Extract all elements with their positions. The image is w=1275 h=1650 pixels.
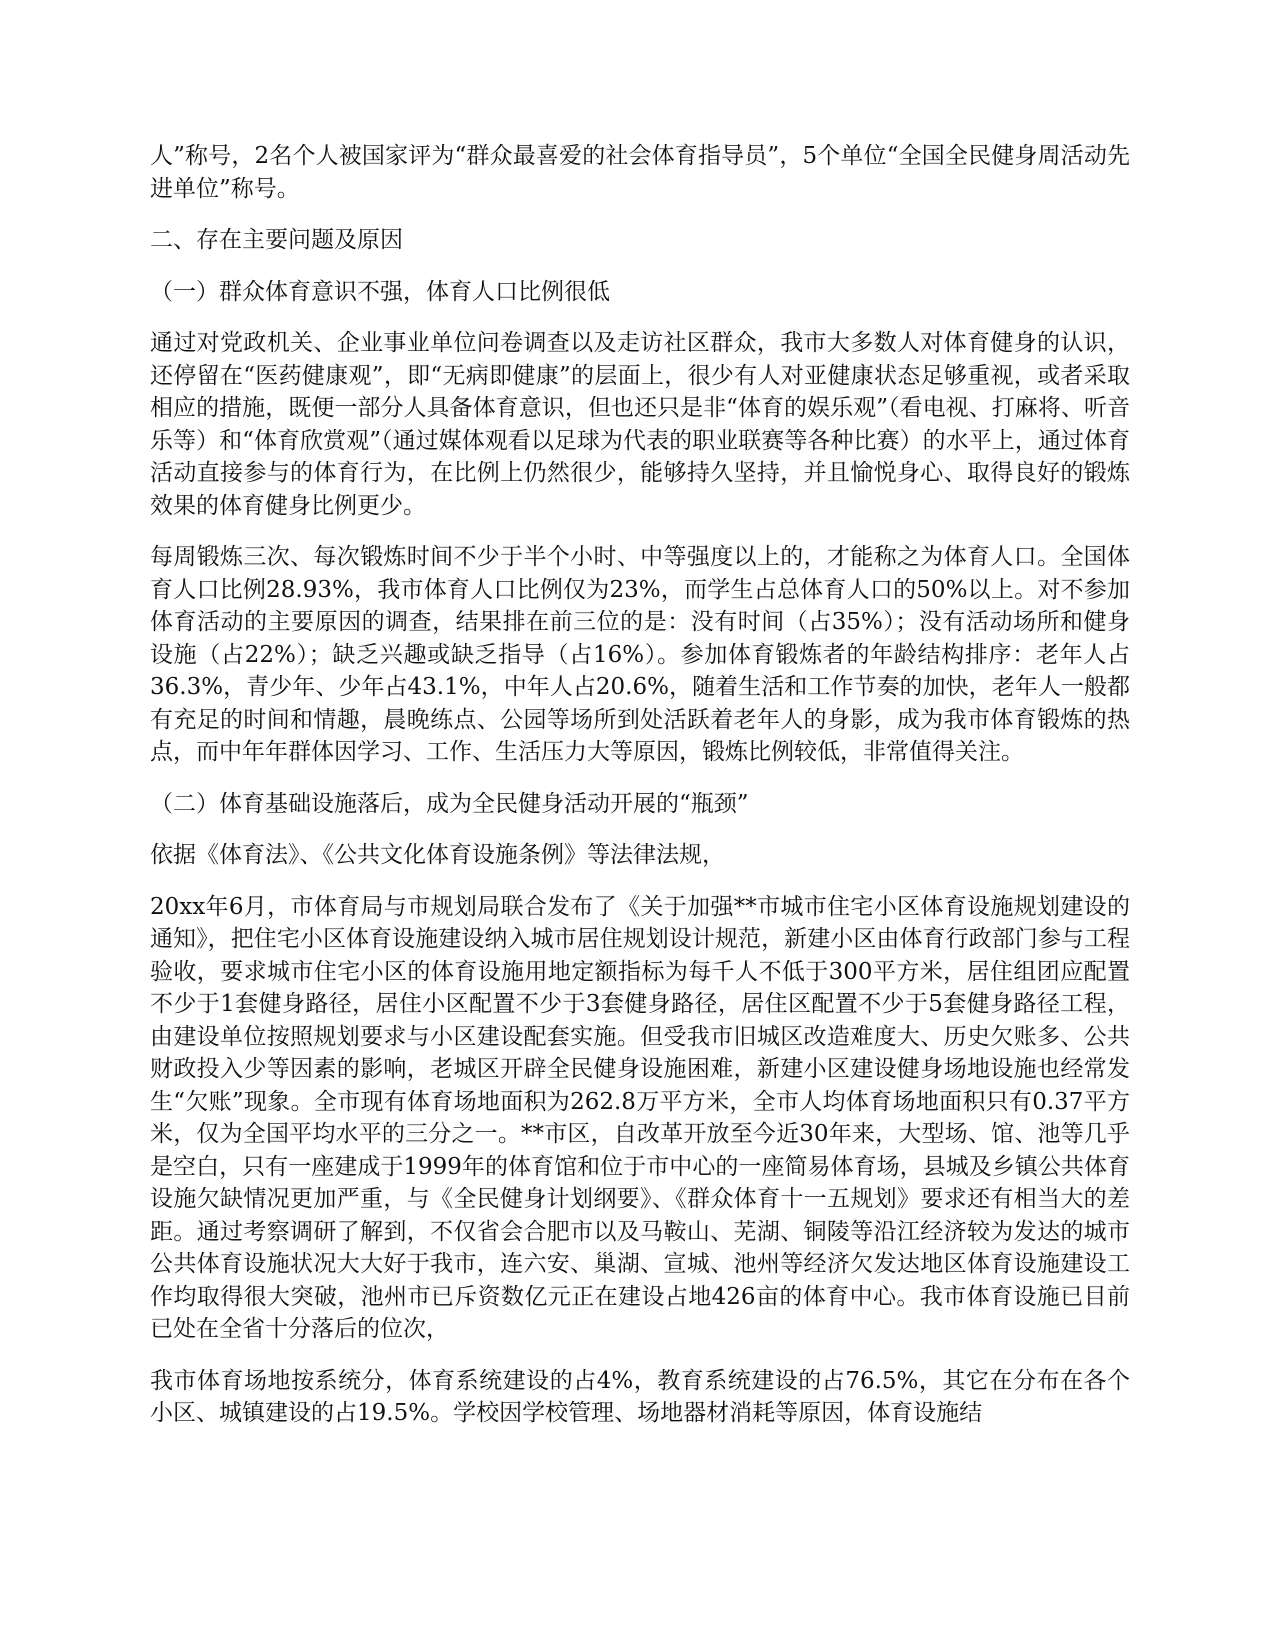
paragraph-facility-distribution: 我市体育场地按系统分，体育系统建设的占4%，教育系统建设的占76.5%，其它在分布在各个小区、城镇建设的占19.5%。学校因学校管理、场地器材消耗等原因，体育设施结 (150, 1367, 1130, 1426)
paragraph-facility-planning: 20xx年6月，市体育局与市规划局联合发布了《关于加强**市城市住宅小区体育设施规划建设的通知》，把住宅小区体育设施建设纳入城市居住规划设计规范，新建小区由体育行政部门参与工程验收，要求城市住宅小区的体育设施用地定额指标为每千人不低于300平方米，居住组团应配置不少于1套健身路径，居住小区配置不少于3套健身路径，居住区配置不少于5套健身路径工程，由建设单位按照规划要求与小区建设配套实施。但受我市旧城区改造难度大、历史欠账多、公共财政投入少等因素的影响，老城区开辟全民健身设施困难，新建小区建设健身场地设施也经常发生“欠账”现象。全市现有体育场地面积为262.8万平方米，全市人均体育场地面积只有0.37平方米，仅为全国平均水平的三分之一。**市区，自改革开放至今近30年来，大型场、馆、池等几乎是空白，只有一座建成于1999年的体育馆和位于市中心的一座简易体育场，县城及乡镇公共体育设施欠缺情况更加严重，与《全民健身计划纲要》、《群众体育十一五规划》要求还有相当大的差距。通过考察调研了解到，不仅省会合肥市以及马鞍山、芜湖、铜陵等沿江经济较为发达的城市公共体育设施状况大大好于我市，连六安、巢湖、宣城、池州等经济欠发达地区体育设施建设工作均取得很大突破，池州市已斥资数亿元正在建设占地426亩的体育中心。我市体育设施已目前已处在全省十分落后的位次， (150, 893, 1130, 1342)
paragraph-awards-continuation: 人”称号，2名个人被国家评为“群众最喜爱的社会体育指导员”，5个单位“全国全民健身周活动先进单位”称号。 (150, 143, 1130, 202)
paragraph-awareness-survey: 通过对党政机关、企业事业单位问卷调查以及走访社区群众，我市大多数人对体育健身的认识，还停留在“医药健康观”，即“无病即健康”的层面上，很少有人对亚健康状态足够重视，或者采取相应的措施，既便一部分人具备体育意识，但也还只是非“体育的娱乐观”（看电视、打麻将、听音乐等）和“体育欣赏观”（通过媒体观看以足球为代表的职业联赛等各种比赛）的水平上，通过体育活动直接参与的体育行为，在比例上仍然很少，能够持久坚持，并且愉悦身心、取得良好的锻炼效果的体育健身比例更少。 (150, 330, 1130, 519)
section-heading-problems: 二、存在主要问题及原因 (150, 227, 403, 253)
subsection-heading-facilities: （二）体育基础设施落后，成为全民健身活动开展的“瓶颈” (150, 790, 749, 817)
subsection-heading-awareness: （一）群众体育意识不强，体育人口比例很低 (150, 278, 610, 305)
document-page (150, 140, 1130, 1449)
paragraph-legal-basis: 依据《体育法》、《公共文化体育设施条例》等法律法规， (150, 842, 725, 868)
paragraph-sports-population: 每周锻炼三次、每次锻炼时间不少于半个小时、中等强度以上的，才能称之为体育人口。全国体育人口比例28.93%，我市体育人口比例仅为23%，而学生占总体育人口的50%以上。对不参加体育活动的主要原因的调查，结果排在前三位的是：没有时间（占35%）；没有活动场所和健身设施（占22%）；缺乏兴趣或缺乏指导（占16%）。参加体育锻炼者的年龄结构排序：老年人占36.3%，青少年、少年占43.1%，中年人占20.6%，随着生活和工作节奏的加快，老年人一般都有充足的时间和情趣，晨晚练点、公园等场所到处活跃着老年人的身影，成为我市体育锻炼的热点，而中年年群体因学习、工作、生活压力大等原因，锻炼比例较低，非常值得关注。 (150, 544, 1130, 765)
